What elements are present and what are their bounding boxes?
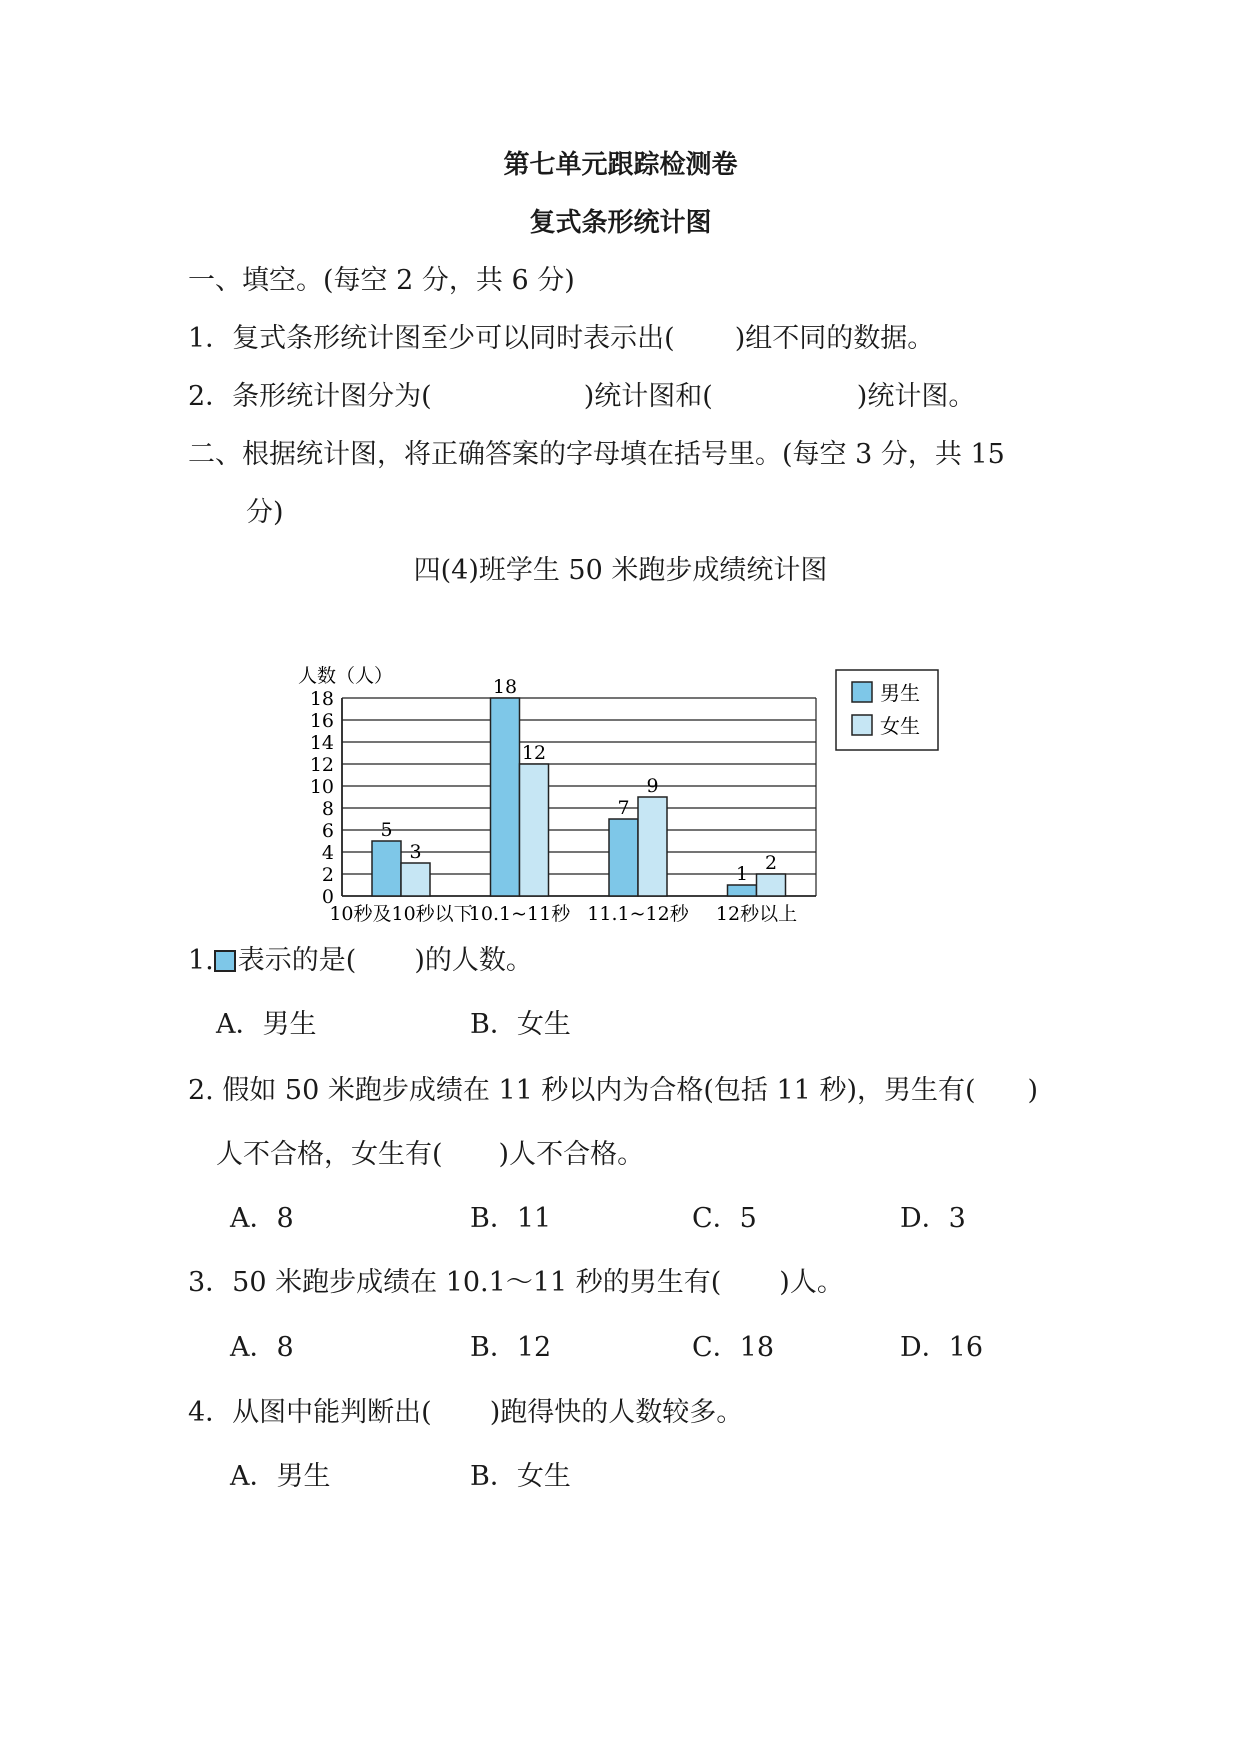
section1-heading: 一、填空。(每空 2 分，共 6 分) [188,265,575,296]
bar-value-label: 5 [380,819,393,841]
legend-label-girls: 女生 [880,714,920,738]
y-tick-label: 0 [321,886,334,908]
q3-text-a: 3．50 米跑步成绩在 10.1～11 秒的男生有( [188,1267,722,1298]
page-subtitle: 复式条形统计图 [529,208,712,238]
y-tick-label: 6 [321,820,334,842]
fill-q1-text-a: 1．复式条形统计图至少可以同时表示出( [188,323,675,354]
x-category-label: 10.1~11秒 [468,903,571,925]
q4-option-a[interactable]: A．男生 [230,1461,331,1492]
q1-text-b: )的人数。 [414,945,533,976]
bar-value-label: 12 [521,742,547,764]
bar-girls [401,863,430,896]
q2-option-b[interactable]: B．11 [470,1203,552,1234]
q2-option-a[interactable]: A．8 [230,1203,294,1234]
q4-option-b[interactable]: B．女生 [470,1461,571,1492]
choice-question-2-line2 [216,1138,644,1172]
bar-boys [491,698,520,896]
boys-swatch-icon [214,950,236,972]
page-title: 第七单元跟踪检测卷 [503,150,738,180]
legend-label-boys: 男生 [880,681,920,705]
bar-girls [520,764,549,896]
q3-option-b[interactable]: B．12 [470,1332,552,1363]
y-tick-label: 14 [309,732,334,754]
q1-text-a: 表示的是( [237,945,357,976]
fill-q2-text-a: 2．条形统计图分为( [188,381,432,412]
q2-option-d[interactable]: D．3 [900,1203,966,1234]
bar-girls [757,874,786,896]
x-category-label: 12秒以上 [715,903,798,925]
x-category-label: 10秒及10秒以下 [329,903,473,925]
q4-text-b: )跑得快的人数较多。 [489,1397,744,1428]
bar-boys [728,885,757,896]
choice-question-2 [188,1074,1038,1108]
y-tick-label: 8 [321,798,334,820]
y-tick-label: 2 [321,864,334,886]
fill-question-2 [188,380,975,414]
y-tick-label: 4 [321,842,334,864]
y-tick-label: 18 [309,688,334,710]
bar-value-label: 7 [617,797,630,819]
choice-question-4 [188,1396,743,1430]
q2-text-a: 2. 假如 50 米跑步成绩在 11 秒以内为合格(包括 11 秒)，男生有( [188,1075,976,1106]
q2-line2-text-a: 人不合格，女生有( [216,1139,443,1170]
q2-text-b: ) [1027,1075,1039,1106]
q4-text-a: 4．从图中能判断出( [188,1397,432,1428]
legend [836,670,938,750]
q1-option-a[interactable]: A．男生 [216,1009,317,1040]
chart-title: 四(4)班学生 50 米跑步成绩统计图 [413,555,828,586]
q2-option-c[interactable]: C．5 [692,1203,757,1234]
bar-chart [0,660,1241,925]
bar-value-label: 9 [646,775,659,797]
bar-value-label: 18 [492,676,518,698]
bar-value-label: 1 [735,863,749,885]
y-tick-label: 10 [309,776,334,798]
q3-option-d[interactable]: D．16 [900,1332,984,1363]
bar-girls [638,797,667,896]
choice-question-3 [188,1266,844,1300]
bar-value-label: 2 [764,852,778,874]
q3-text-b: )人。 [779,1267,844,1298]
q1-number: 1. [188,945,214,976]
section2-heading-line2: 分) [246,497,284,528]
x-category-label: 11.1~12秒 [587,903,689,925]
q3-option-c[interactable]: C．18 [692,1332,775,1363]
y-tick-label: 12 [309,754,334,776]
section2-heading-line1: 二、根据统计图，将正确答案的字母填在括号里。(每空 3 分，共 15 [188,439,1005,470]
bar-boys [372,841,401,896]
q2-line2-text-b: )人不合格。 [498,1139,645,1170]
bar-boys [609,819,638,896]
legend-swatch-boys [852,682,872,702]
fill-q1-text-b: )组不同的数据。 [734,323,935,354]
fill-question-1 [188,322,934,356]
legend-swatch-girls [852,715,872,735]
y-axis-label: 人数（人） [298,665,394,687]
q3-option-a[interactable]: A．8 [230,1332,294,1363]
fill-q2-text-b: )统计图和( [583,381,713,412]
choice-question-1 [188,944,533,978]
bar-value-label: 3 [409,841,422,863]
fill-q2-text-c: )统计图。 [856,381,976,412]
y-tick-label: 16 [309,710,334,732]
q1-option-b[interactable]: B．女生 [470,1009,571,1040]
